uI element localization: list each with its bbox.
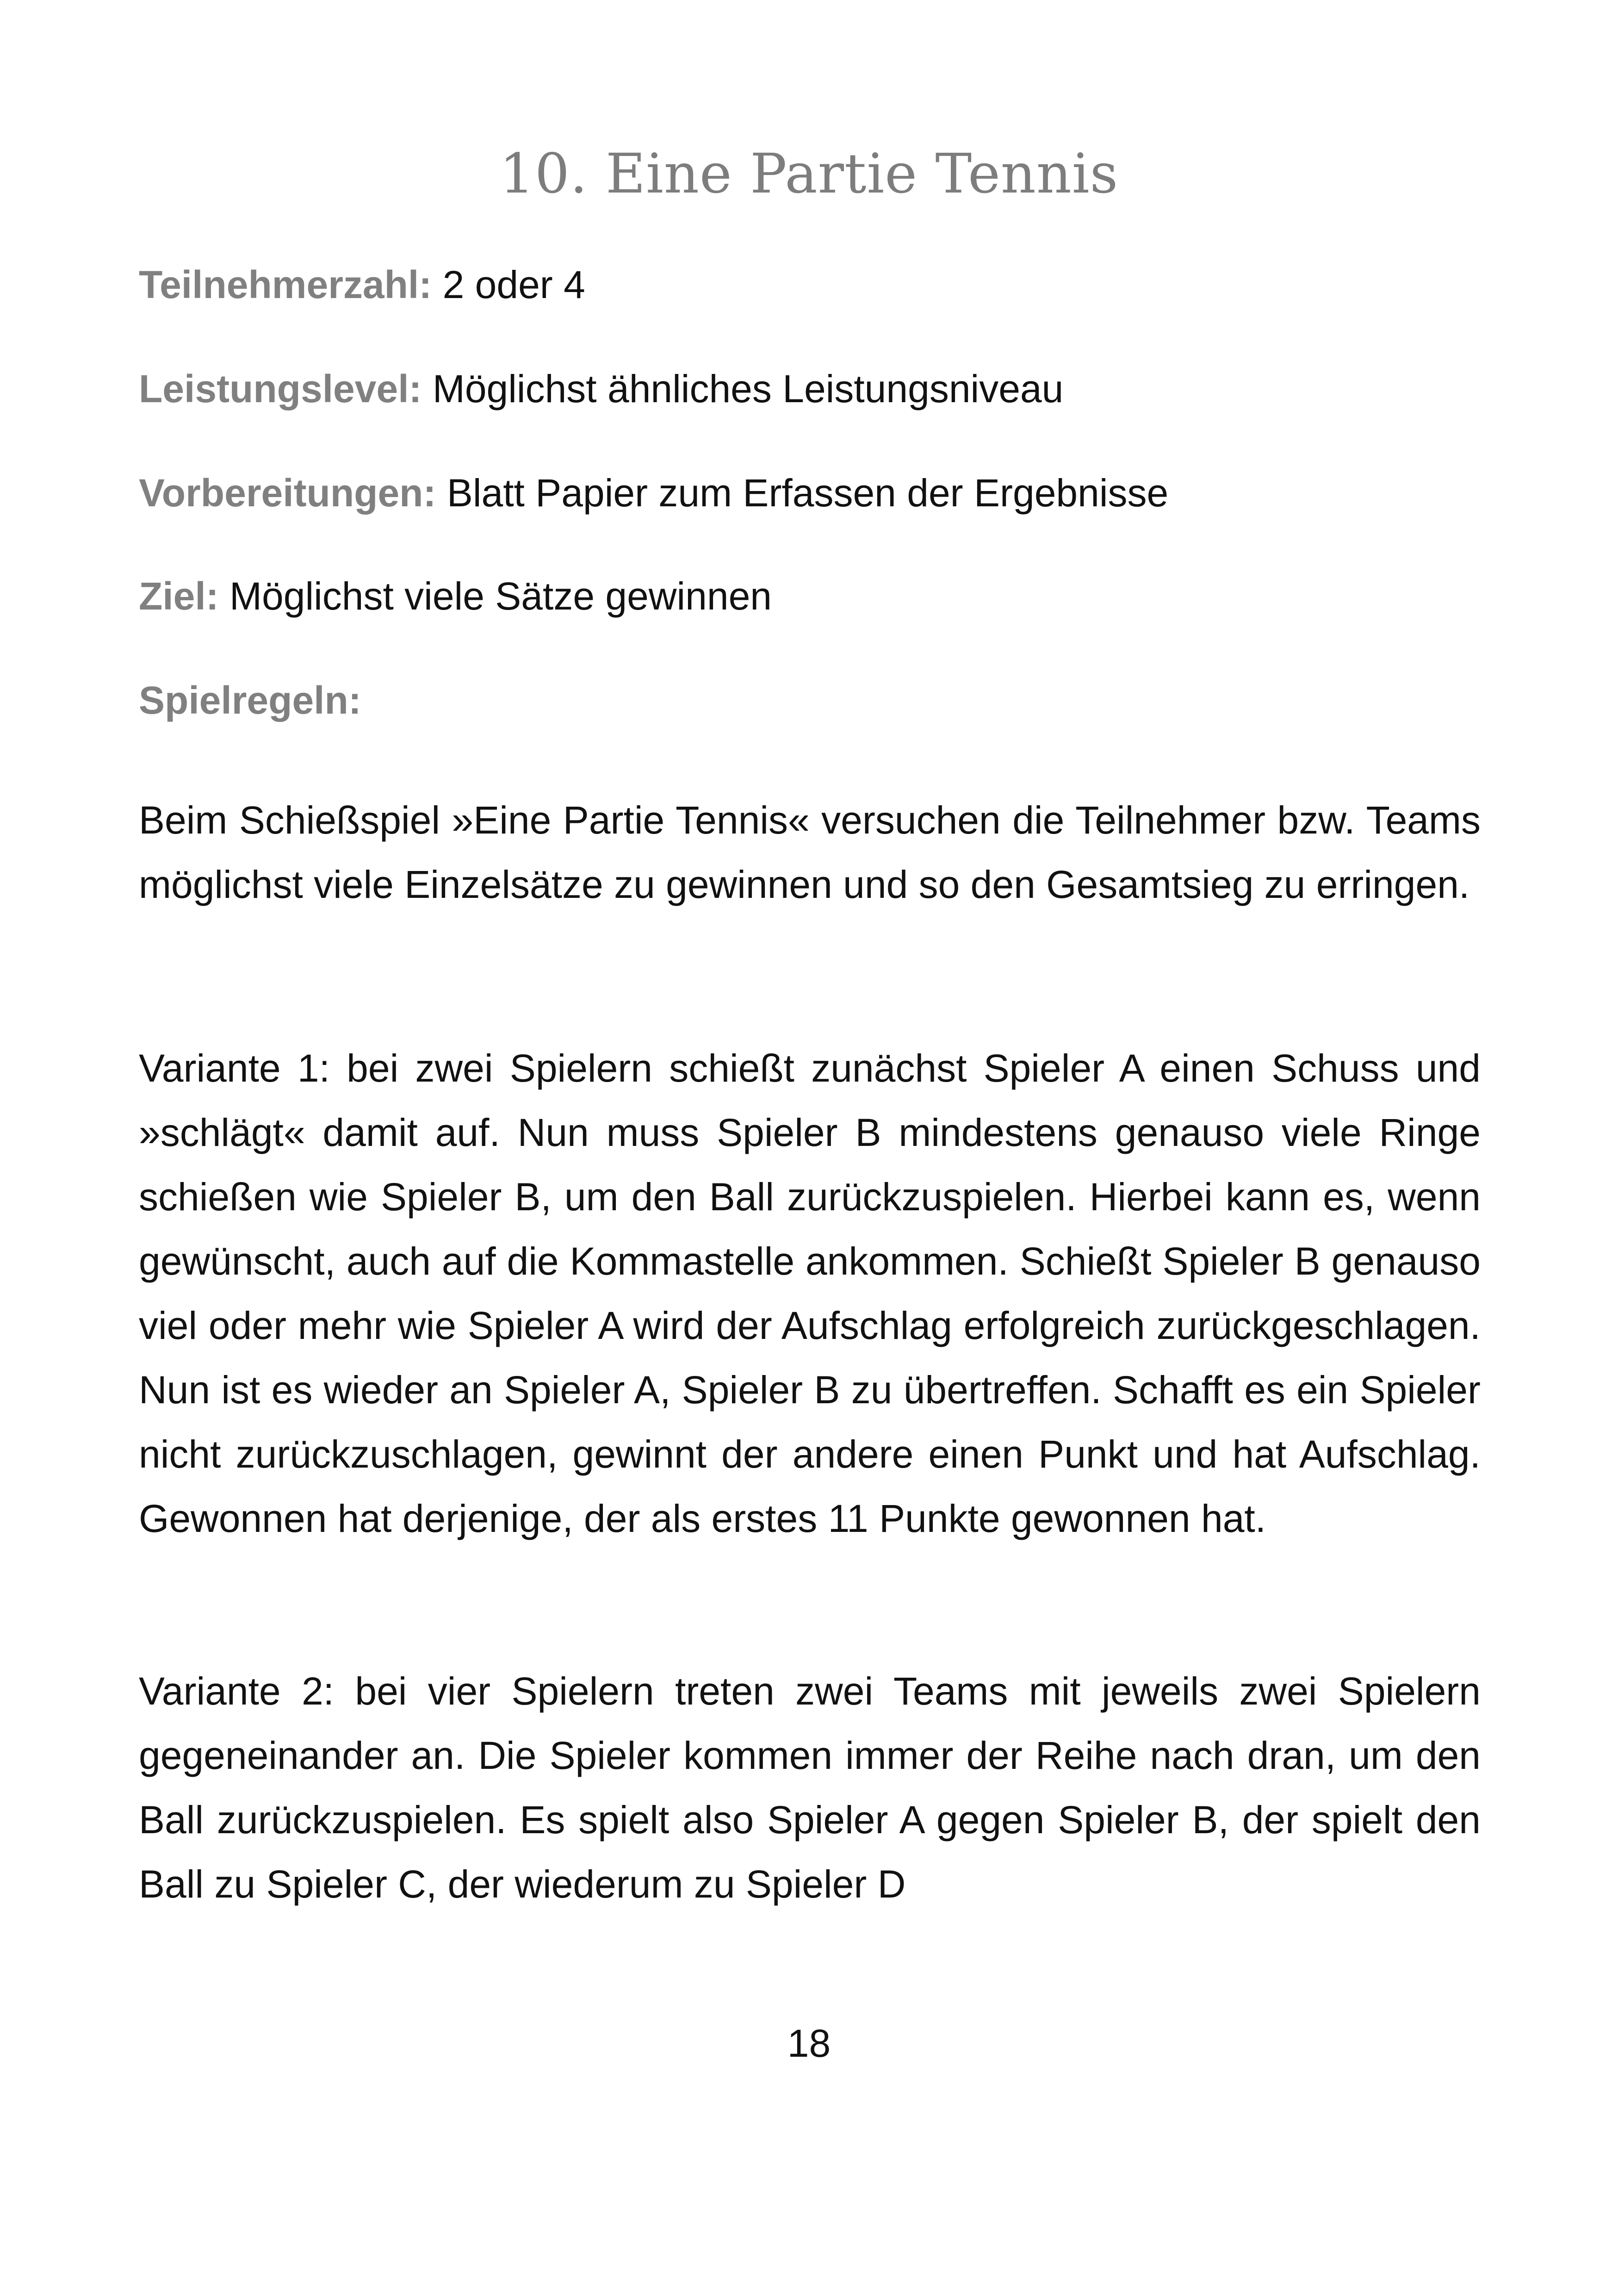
field-leistungslevel	[139, 363, 1481, 414]
field-teilnehmerzahl	[139, 259, 1481, 310]
field-label: Spielregeln:	[139, 678, 361, 722]
paragraph-variante-2: Variante 2: bei vier Spielern treten zwei Teams mit jeweils zwei Spielern gegeneinander an. Die Spieler kommen immer der Reihe nach dran, um den Ball zurückzuspielen. Es spielt also Spieler A gegen Spieler B, der spielt den Ball zu Spieler C, der wiederum zu Spieler D	[139, 1669, 1481, 1906]
paragraph-variante-1: Variante 1: bei zwei Spielern schießt zunächst Spieler A einen Schuss und »schlägt« damit auf. Nun muss Spieler B mindestens genauso viele Ringe schießen wie Spieler B, um den Ball zurückzuspielen. Hierbei kann es, wenn gewünscht, auch auf die Kommastelle ankommen. Schießt Spieler B genauso viel oder mehr wie Spieler A wird der Aufschlag erfolgreich zurückgeschlagen. Nun ist es wieder an Spieler A, Spieler B zu übertreffen. Schafft es ein Spieler nicht zurückzuschlagen, gewinnt der andere einen Punkt und hat Aufschlag. Gewonnen hat derjenige, der als erstes 11 Punkte gewonnen hat.	[139, 1046, 1481, 1540]
field-label: Leistungslevel:	[139, 367, 422, 411]
field-value: Möglichst ähnliches Leistungsniveau	[432, 367, 1064, 411]
field-ziel	[139, 571, 1481, 622]
field-value: Möglichst viele Sätze gewinnen	[229, 574, 772, 618]
paragraph-intro: Beim Schießspiel »Eine Partie Tennis« versuchen die Teilnehmer bzw. Teams möglichst viele Einzelsätze zu gewinnen und so den Gesamtsieg zu erringen.	[139, 798, 1481, 906]
field-spielregeln	[139, 675, 1481, 726]
page-title: 10. Eine Partie Tennis	[499, 142, 1119, 205]
field-value: Blatt Papier zum Erfassen der Ergebnisse	[446, 471, 1169, 515]
field-value: 2 oder 4	[442, 263, 585, 306]
field-label: Teilnehmerzahl:	[139, 263, 432, 306]
field-label: Vorbereitungen:	[139, 471, 436, 515]
field-label: Ziel:	[139, 574, 219, 618]
field-vorbereitungen	[139, 467, 1481, 518]
page-number: 18	[787, 2022, 831, 2065]
